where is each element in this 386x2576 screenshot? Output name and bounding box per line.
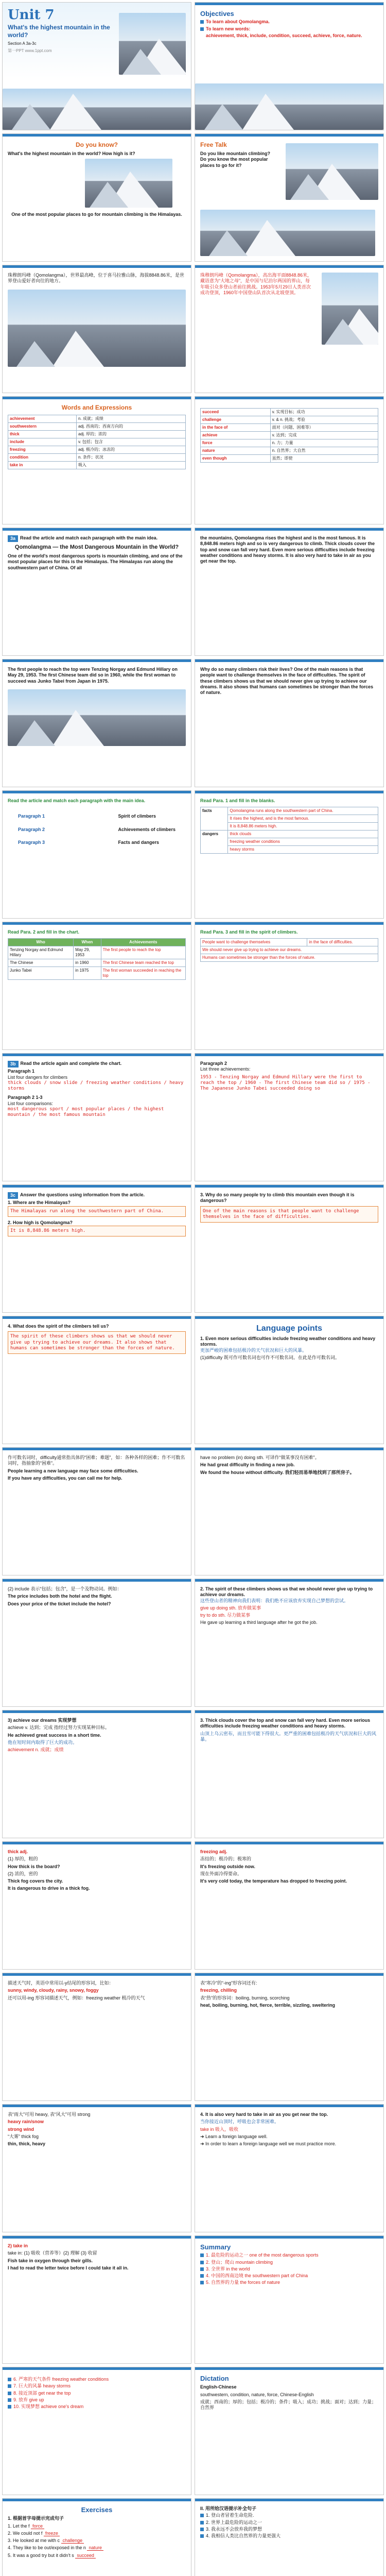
article-paragraph-1: One of the world's most dangerous sports is mountain climbing, and one of the most popular places for this is the Himalayas. The Himalayas run along the southwestern part of China. Of all xyxy=(8,553,183,570)
free-talk-heading: Free Talk xyxy=(200,141,227,148)
summit-flags-photo xyxy=(8,689,186,746)
th-t3: How thick is the board? xyxy=(8,1863,60,1869)
diff-t2: People learning a new language may face some difficulties. xyxy=(8,1468,138,1473)
do-you-know-note: One of the most popular places to go for mountain climbing is the Himalayas. xyxy=(11,212,182,217)
list-item-text: 3. 全世界 in the world xyxy=(206,2266,250,2272)
ex-t1: 1. 根据首字母提示完成句子 xyxy=(8,2516,64,2521)
hs-t4: “大雾” thick fog xyxy=(8,2133,39,2139)
word-row xyxy=(8,454,186,462)
ach2-t2: achieve v. 达到；完成 指经过努力实现某种目标。 xyxy=(8,1725,110,1731)
word-row xyxy=(8,438,186,446)
lp-t3: (1)difficulty 既可作可数名词也可作不可数名词。在此是作可数名词。 xyxy=(200,1354,340,1360)
slide-reading-4[interactable] xyxy=(195,659,384,787)
slide-weather-adj[interactable] xyxy=(2,1973,191,2101)
th-t6: It is dangerous to drive in a thick fog. xyxy=(8,1886,90,1891)
para2-task: Read Para. 2 and fill in the chart. xyxy=(8,929,80,935)
list-item-text: 9. 放弃 give up xyxy=(13,2397,44,2402)
bullet-icon xyxy=(8,2392,11,2395)
slide-para3-spirit[interactable] xyxy=(195,922,384,1050)
wa-t2: sunny, windy, cloudy, rainy, snowy, foggy xyxy=(8,1988,99,1993)
slide-freezing[interactable] xyxy=(195,1841,384,1970)
dict-t3: 成就；西南的；厚的；包括；极冷的；条件；吸入；成功；挑战；面对；达到；力量；自然界 xyxy=(200,2399,377,2410)
chart-row xyxy=(8,959,186,967)
slide-reading-3[interactable] xyxy=(2,659,191,787)
slide-objectives[interactable] xyxy=(195,2,384,130)
bullet-icon xyxy=(200,2253,204,2257)
hs-t1: 表“雨大”可用 heavy, 表“风大”可用 strong xyxy=(8,2112,91,2117)
dict-t1: English-Chinese xyxy=(200,2384,237,2390)
answer-blank[interactable]: freeze xyxy=(44,2531,60,2536)
slide-achievements[interactable] xyxy=(195,1053,384,1181)
chart-cell: in 1975 xyxy=(74,967,101,980)
word-row xyxy=(201,447,378,455)
match-p2: Paragraph 2 xyxy=(18,826,45,832)
slide-para1-blanks[interactable] xyxy=(195,790,384,919)
article-paragraph-2: The first people to reach the top were Tenzing Norgay and Edmund Hillary on May 29, 1953. The first Chinese team did so in 1960, while the first woman to succeed was Junko Tabei from Japan in 1975. xyxy=(8,667,178,684)
ti-t3: take in 吸入，吸收 xyxy=(200,2126,239,2132)
word-cn: adj. 西南的；西南方向的 xyxy=(76,423,185,431)
slide-exercises[interactable]: Exercises 1. 根据首字母提示完成句子 1. Let the f force 2. We could not f freeze 3. He looked at me with c challenge 4. They like to be out/exposed in the n nature 5. It was a good try but it didn't s succeed xyxy=(2,2498,191,2576)
lp-heading: Language points xyxy=(256,1324,322,1333)
chart-cell: The Chinese xyxy=(8,959,74,967)
fr-t5: It's very cold today, the temperature has dropped to freezing point. xyxy=(200,1878,347,1884)
list-item-text: 2. 登山；爬山 mountain climbing xyxy=(206,2259,273,2265)
slide-questions-3[interactable] xyxy=(2,1316,191,1444)
word-en: challenge xyxy=(201,416,271,424)
chart-l2: List four comparisons: xyxy=(8,1100,54,1106)
word-en: condition xyxy=(8,454,77,462)
bullet-icon xyxy=(200,2267,204,2271)
word-cn: 面对（问题、困难等） xyxy=(270,424,378,432)
word-cn: v. & n. 挑战；考验 xyxy=(270,416,378,424)
word-row xyxy=(8,423,186,431)
site-label: 第一PPT www.1ppt.com xyxy=(8,48,52,53)
article-title: Qomolangma — the Most Dangerous Mountain in the World? xyxy=(14,544,179,551)
match-i1: Spirit of climbers xyxy=(118,814,156,819)
para1-table: facts Qomolangma runs along the southwestern part of China. It rises the highest, and is the most famous. It is 8,848.86 meters high. dangers thick clouds freezing weather conditions heavy storms xyxy=(200,807,378,854)
ach-p2: Paragraph 2 xyxy=(200,1061,227,1066)
sp-t3: give up doing sth. 放弃做某事 xyxy=(200,1605,261,1611)
word-en: succeed xyxy=(201,409,271,416)
para1-task: Read Para. 1 and fill in the blanks. xyxy=(200,798,275,803)
word-en: take in xyxy=(8,462,77,469)
slide-difficulty-2[interactable] xyxy=(195,1447,384,1575)
objective-1: To learn about Qomolangma. xyxy=(206,19,270,25)
hs-t5: thin, thick, heavy xyxy=(8,2141,46,2146)
reading-task: Read the article and match each paragraph with the main idea. xyxy=(20,535,158,540)
sp-t4: try to do sth. 尽力做某事 xyxy=(200,1613,251,1618)
slide-exercise-cn[interactable] xyxy=(195,2498,384,2576)
list-item-text: 5. 自然界的力量 the forces of nature xyxy=(206,2280,280,2285)
a4: The spirit of these climbers shows us that we should never give up trying to achieve our dreams. It also shows that humans can sometimes be stronger than the forces of nature. xyxy=(8,1331,186,1354)
word-en: achieve xyxy=(201,432,271,439)
slide-words-2[interactable] xyxy=(195,396,384,524)
word-row xyxy=(201,416,378,424)
inc-t2: The price includes both the hotel and the flight. xyxy=(8,1594,112,1599)
fr-t1: freezing adj. xyxy=(200,1849,227,1854)
slide-achieve[interactable] xyxy=(2,1710,191,1838)
q4: 4. What does the spirit of the climbers tell us? xyxy=(8,1324,109,1329)
word-cn: adj. 极冷的；冰冻的 xyxy=(76,446,185,454)
inc-t1: (2) include 表示“包括；包含”，是一个及物动词。例如： xyxy=(8,1586,122,1591)
match-p3: Paragraph 3 xyxy=(18,839,45,845)
mountain-banner xyxy=(3,89,191,130)
word-en: southwestern xyxy=(8,423,77,431)
word-en: force xyxy=(201,439,271,447)
bullet-icon xyxy=(200,2261,204,2264)
q2: 2. How high is Qomolangma? xyxy=(8,1219,73,1225)
th-t4: (2) 浓的，密的 xyxy=(8,1871,38,1876)
wa-t1: 描述天气时，英语中常用以-y结尾的形容词，比如： xyxy=(8,1980,114,1986)
word-en: nature xyxy=(201,447,271,455)
q-task: Answer the questions using information from the article. xyxy=(20,1192,145,1197)
bullet-icon xyxy=(8,2405,11,2409)
sp-t1: 2. The spirit of these climbers shows us that we should never give up trying to achieve our dreams. xyxy=(200,1586,373,1598)
mountain-banner xyxy=(195,83,383,130)
dictation-heading: Dictation xyxy=(200,2375,229,2382)
word-row xyxy=(201,432,378,439)
slide-free-talk[interactable] xyxy=(195,133,384,262)
q3: 3. Why do so many people try to climb this mountain even though it is dangerous? xyxy=(200,1192,355,1204)
answer-blank[interactable]: nature xyxy=(87,2545,103,2551)
word-row xyxy=(8,462,186,469)
tc-t1: 3. Thick clouds cover the top and snow can fall very hard. Even more serious difficulties include freezing weather conditions and heavy storms. xyxy=(200,1718,371,1729)
list-item xyxy=(8,2377,186,2382)
ex2-list xyxy=(200,2513,378,2539)
para3-task: Read Para. 3 and fill in the spirit of climbers. xyxy=(200,929,298,935)
summary-list-1 xyxy=(200,2252,378,2285)
bullet-icon xyxy=(200,2274,204,2278)
article-paragraph-1b: the mountains, Qomolangma rises the highest and is the most famous. It is 8,848.86 meters high and so is very dangerous to climb. Thick clouds cover the top and snow can fall very hard. Even more serious difficulties include freezing weather conditions and heavy storms. It is also very hard to take in air as you get near the top. xyxy=(200,535,375,564)
answer-blank[interactable]: challenge xyxy=(61,2538,84,2544)
bullet-icon xyxy=(8,2398,11,2402)
list-item xyxy=(8,2404,186,2410)
slide-thick-clouds[interactable] xyxy=(195,1710,384,1838)
fr-t2: 冻结的；极冷的；极寒的 xyxy=(200,1856,252,1862)
th-t5: Thick fog covers the city. xyxy=(8,1878,63,1884)
ti2-t4: I had to read the letter twice before I could take it all in. xyxy=(8,2265,129,2270)
list-item-text: 2. 世界上最危险的运动之一 xyxy=(206,2519,262,2525)
chart-cell: Junko Tabei xyxy=(8,967,74,980)
intro-cn-2-text: 珠穆朗玛峰（Qomolangma），高出海平面8848.86米，藏语意为“大地之母”，是中国与尼泊尔两国的界山，每年吸引众多登山者前往挑战。1953年5月29日人类首次成功登顶，1960年中国登山队首次从北坡登顶。 xyxy=(200,273,312,295)
para2-table: Who When Achievements Tenzing Norgay and Edmund Hillary May 29, 1953 The first people to reach the top The Chinese in 1960 The first Chinese team reached the top Junko Tabei in 1975 The first woman succeeded in reaching the top xyxy=(8,938,186,980)
slide-complete-chart[interactable]: 3b Read the article again and complete the chart. Paragraph 1 List four dangers for climbers thick clouds / snow slide / freezing weather conditions / heavy storms Paragraph 2 1-3 List four comparisons: most dangerous sport / most popular places / the highest mountain / the most famous mountain xyxy=(2,1053,191,1181)
slide-do-you-know[interactable] xyxy=(2,133,191,262)
ach2-t4: 他在短时间内取得了巨大的成功。 xyxy=(8,1739,78,1745)
free-talk-question: Do you like mountain climbing? Do you know the most popular places to go for it? xyxy=(200,151,271,168)
sp-t5: He gave up learning a third language after he got the job. xyxy=(200,1620,318,1625)
th-t2: (1) 厚的，粗的 xyxy=(8,1856,38,1862)
diff2-t2: He had great difficulty in finding a new job. xyxy=(200,1462,295,1468)
list-item xyxy=(200,2273,378,2279)
diff2-t3: We found the house without difficulty. 我们轻而易举地找到了那所房子。 xyxy=(200,1469,355,1475)
bullet-icon xyxy=(8,2378,11,2381)
slide-words-1[interactable] xyxy=(2,396,191,524)
slide-reading-2[interactable] xyxy=(195,528,384,656)
slide-thick[interactable] xyxy=(2,1841,191,1970)
word-row xyxy=(201,455,378,463)
slide-ing-adj[interactable] xyxy=(195,1973,384,2101)
list-item-text: 7. 巨大的风暴 heavy storms xyxy=(13,2383,71,2389)
chart-cell: Tenzing Norgay and Edmund Hillary xyxy=(8,946,74,959)
mountain-image xyxy=(119,13,186,75)
chart-row xyxy=(8,967,186,980)
inc-t3: Does your price of the ticket include the hotel? xyxy=(8,1601,111,1606)
ach-answer: 1953 - Tenzing Norgay and Edmund Hillary were the first to reach the top / 1960 - The first Chinese team did so / 1975 - The Japanese Junko Tabei succeeded doing so xyxy=(200,1074,371,1091)
slide-spirit[interactable] xyxy=(195,1579,384,1707)
bullet-icon xyxy=(200,2514,204,2517)
ia-t4: heat, boiling, burning, hot, fierce, terrible, sizzling, sweltering xyxy=(200,2002,336,2008)
chart-cell: The first people to reach the top xyxy=(101,946,185,959)
list-item-text: 1. 最危险的运动之一 one of the most dangerous sports xyxy=(206,2252,319,2258)
slide-summary-2[interactable] xyxy=(2,2367,191,2495)
word-cn: 虽然；即使 xyxy=(270,455,378,463)
chart-p1: Paragraph 1 xyxy=(8,1069,35,1074)
ti2-t2: take in: (1) 吸收（营养等）(2) 理解 (3) 收留 xyxy=(8,2250,97,2256)
match-i2: Achievements of climbers xyxy=(118,826,176,832)
slide-take-in-2[interactable] xyxy=(2,2235,191,2364)
list-item-text: 10. 实现梦想 achieve one's dream xyxy=(13,2404,84,2409)
slide-take-in[interactable] xyxy=(195,2104,384,2232)
dict-t2: southwestern, condition, nature, force, Chinese-English xyxy=(200,2392,314,2397)
list-item-text: 4. 我相信人类比自然界的力量更强大 xyxy=(206,2533,281,2538)
slide-reading-1[interactable] xyxy=(2,528,191,656)
ti-t1: 4. It is also very hard to take in air as you get near the top. xyxy=(200,2112,328,2117)
word-cn: v. 包括；包含 xyxy=(76,438,185,446)
match-p1: Paragraph 1 xyxy=(18,814,45,819)
list-item xyxy=(200,2260,378,2265)
ach2-t3: He achieved great success in a short time. xyxy=(8,1732,101,1738)
objective-2: To learn new words: xyxy=(206,26,251,31)
ia-t3: 表“热”的形容词：boiling, burning, scorching xyxy=(200,1995,290,2001)
summit-photo xyxy=(322,273,378,345)
slide-summary-1[interactable] xyxy=(195,2235,384,2364)
chart-a1: thick clouds / snow slide / freezing weather conditions / heavy storms xyxy=(8,1080,184,1091)
answer-blank[interactable]: force xyxy=(31,2523,44,2529)
chart-task: Read the article again and complete the chart. xyxy=(20,1061,122,1066)
slide-para2-chart[interactable] xyxy=(2,922,191,1050)
chart-row xyxy=(8,946,186,959)
lp-t2: 更加严峻的困难包括极冷的天气状况和巨大的风暴。 xyxy=(200,1347,307,1353)
ti2-t3: Fish take in oxygen through their gills. xyxy=(8,2258,93,2263)
match-i3: Facts and dangers xyxy=(118,839,159,845)
ia-t2: freezing, chilling xyxy=(200,1988,237,1993)
word-cn: n. 条件；状况 xyxy=(76,454,185,462)
list-item-text: 4. 中国的西南边境 the southwestern part of China xyxy=(206,2273,308,2278)
diff2-t1: have no problem (in) doing sth. 可译作“做某事没有困难”。 xyxy=(200,1455,320,1460)
article-paragraph-3: Why do so many climbers risk their lives? One of the main reasons is that people want to challenge themselves in the face of difficulties. The spirit of these climbers shows us that we should never give up trying to achieve our dreams. It also shows that humans can sometimes be stronger than the forces of nature. xyxy=(200,667,374,695)
slide-difficulty[interactable] xyxy=(2,1447,191,1575)
ex2-t1: II. 用所给汉语提示补全句子 xyxy=(200,2506,257,2511)
a3: One of the main reasons is that people want to challenge themselves in the face of difficulties. xyxy=(200,1206,378,1223)
slide-include[interactable] xyxy=(2,1579,191,1707)
list-item xyxy=(200,2252,378,2258)
word-cn: v. 实现目标；成功 xyxy=(270,409,378,416)
word-cn: v. 达到；完成 xyxy=(270,432,378,439)
task-tag: 3a xyxy=(8,535,18,542)
list-item xyxy=(8,2383,186,2389)
word-row xyxy=(8,415,186,423)
bullet-icon xyxy=(200,2528,204,2531)
chart-cell: The first Chinese team reached the top xyxy=(101,959,185,967)
ti-t5: ➜ In order to learn a foreign language well we must practice more. xyxy=(200,2141,337,2146)
para3-table: People want to challenge themselves in the face of difficulties. We should never give up trying to achieve our dreams. Humans can sometimes be stronger than the forces of nature. xyxy=(200,938,378,962)
bullet-icon xyxy=(200,2281,204,2284)
list-item xyxy=(8,2391,186,2396)
ti-t2: 当你接近山顶时，呼吸也会非常困难。 xyxy=(200,2119,279,2125)
word-en: achievement xyxy=(8,415,77,423)
a2: It is 8,848.86 meters high. xyxy=(8,1226,186,1236)
word-cn: 吸入 xyxy=(76,462,185,469)
word-en: thick xyxy=(8,431,77,438)
q1: 1. Where are the Himalayas? xyxy=(8,1200,71,1206)
bullet-icon xyxy=(200,2521,204,2524)
slide-intro-cn-2[interactable] xyxy=(195,265,384,393)
word-row xyxy=(8,446,186,454)
word-row xyxy=(8,431,186,438)
word-en: in the face of xyxy=(201,424,271,432)
slide-title[interactable] xyxy=(2,2,191,130)
objective-words: achievement, thick, include, condition, succeed, achieve, force, nature. xyxy=(206,32,362,38)
lp-t1: 1. Even more serious difficulties include freezing weather conditions and heavy storms. xyxy=(200,1336,376,1347)
everest-photo xyxy=(8,290,186,367)
slide-intro-cn[interactable] xyxy=(2,265,191,393)
tc-t2: 山顶上乌云密布，而且雪可能下得很大。更严重的困难包括极冷的天气状况和巨大的风暴。 xyxy=(200,1731,377,1742)
list-item xyxy=(200,2533,378,2539)
ach-label: List three achievements: xyxy=(200,1066,251,1072)
ia-t1: 表“寒冷”的“-ing”形容词还有: xyxy=(200,1980,257,1986)
ach2-t5: achievement n. 成就；成绩 xyxy=(8,1747,64,1752)
qomolangma-photo xyxy=(85,159,172,208)
list-item xyxy=(200,2527,378,2532)
chart-l1: List four dangers for climbers xyxy=(8,1074,68,1080)
climber-photo xyxy=(286,143,378,200)
list-item xyxy=(200,2520,378,2526)
match-task: Read the article and match each paragraph with the main idea. xyxy=(8,798,146,803)
chart-p2: Paragraph 2 1-3 xyxy=(8,1095,43,1100)
a1: The Himalayas run along the southwestern part of China. xyxy=(8,1206,186,1217)
word-cn: n. 自然界；大自然 xyxy=(270,447,378,455)
word-cn: n. 力；力量 xyxy=(270,439,378,447)
word-en: include xyxy=(8,438,77,446)
hs-t2: heavy rain/snow xyxy=(8,2119,44,2125)
ach2-t1: 3) achieve our dreams 实现梦想 xyxy=(8,1718,77,1723)
word-row xyxy=(201,439,378,447)
hs-t3: strong wind xyxy=(8,2126,34,2132)
chart-cell: May 29, 1953 xyxy=(74,946,101,959)
ti2-t1: 2) take in xyxy=(8,2243,28,2248)
slide-match[interactable] xyxy=(2,790,191,919)
fr-t3: It's freezing outside now. xyxy=(200,1863,255,1869)
chart-cell: The first woman succeeded in reaching the top xyxy=(101,967,185,980)
do-you-know-question: What's the highest mountain in the world? How high is it? xyxy=(8,151,135,156)
slide-heavy-strong[interactable] xyxy=(2,2104,191,2232)
intro-cn-text: 珠穆朗玛峰（Qomolangma），世界最高峰，位于喜马拉雅山脉，海拔8848.86米，是世界登山爱好者向往的地方。 xyxy=(8,273,185,284)
word-en: even though xyxy=(201,455,271,463)
th-t1: thick adj. xyxy=(8,1849,28,1854)
slide-grid xyxy=(2,2,384,2576)
bullet-icon xyxy=(200,2534,204,2538)
word-en: freezing xyxy=(8,446,77,454)
slide-questions-2[interactable] xyxy=(195,1184,384,1313)
wa-t3: 还可以用-ing 形容词描述天气，例如：freezing weather 极冷的天气 xyxy=(8,1995,145,2001)
bullet-icon xyxy=(8,2384,11,2388)
list-item xyxy=(8,2397,186,2403)
list-item-text: 6. 严寒的天气条件 freezing weather conditions xyxy=(13,2377,109,2382)
fr-t4: 现在外面冷得要命。 xyxy=(200,1871,242,1876)
sp-t2: 这些登山者的精神向我们表明：我们绝不应该放弃实现自己梦想的尝试。 xyxy=(200,1598,349,1603)
list-item-text: 3. 我永远不会放弃我的梦想 xyxy=(206,2526,262,2532)
words-heading: Words and Expressions xyxy=(61,404,132,411)
word-row xyxy=(201,424,378,432)
chart-cell: in 1960 xyxy=(74,959,101,967)
diff-t3: If you have any difficulties, you can call me for help. xyxy=(8,1475,122,1481)
do-you-know-heading: Do you know? xyxy=(76,141,118,148)
list-item xyxy=(200,2280,378,2285)
peak-photo xyxy=(200,210,375,256)
word-cn: adj. 厚的；浓的 xyxy=(76,431,185,438)
diff-t1: 作可数名词时，difficulty通常指具体的“困难；难题”，如：各种各样的困难；作不可数名词时，指抽象的“困难”。 xyxy=(8,1455,185,1466)
words-table-left xyxy=(8,415,186,469)
unit-question: What's the highest mountain in the world? xyxy=(8,23,110,39)
list-item xyxy=(200,2513,378,2518)
ti-t4: ➜ Learn a foreign language well. xyxy=(200,2133,268,2139)
summary-list-2 xyxy=(8,2377,186,2410)
slide-questions-1[interactable]: 3c Answer the questions using information from the article. 1. Where are the Himalayas? The Himalayas run along the southwestern part of China. 2. How high is Qomolangma? It is 8,848.86 meters high. xyxy=(2,1184,191,1313)
words-table-right xyxy=(200,408,378,463)
section-label: Section A 3a-3c xyxy=(8,41,37,46)
objectives-heading: Objectives xyxy=(200,10,234,18)
summary-heading: Summary xyxy=(200,2243,231,2251)
list-item-text: 1. 登山者冒着生命危险. xyxy=(206,2513,254,2518)
word-cn: n. 成就；成绩 xyxy=(76,415,185,423)
list-item xyxy=(200,2266,378,2272)
word-row xyxy=(201,409,378,416)
exercises-heading: Exercises xyxy=(81,2506,113,2514)
slide-dictation[interactable] xyxy=(195,2367,384,2495)
answer-blank[interactable]: succeed xyxy=(75,2553,96,2558)
list-item-text: 8. 接近顶部 get near the top xyxy=(13,2390,71,2396)
unit-title: Unit 7 xyxy=(8,7,55,23)
slide-language-points[interactable] xyxy=(195,1316,384,1444)
chart-a2: most dangerous sport / most popular places / the highest mountain / the most famous mountain xyxy=(8,1106,164,1117)
